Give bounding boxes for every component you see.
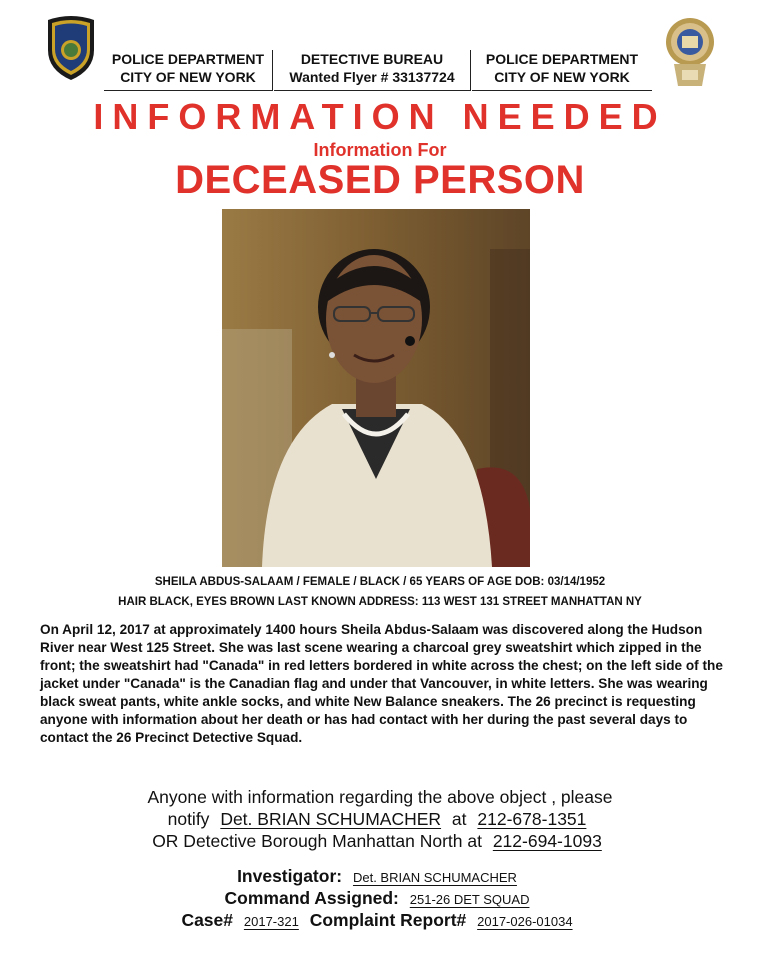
command-row [0, 888, 760, 909]
header-center-line1: DETECTIVE BUREAU [300, 51, 444, 67]
case-value: 2017-321 [243, 914, 299, 929]
case-row [0, 910, 760, 931]
case-label: Case# [181, 910, 234, 930]
subject-identity-line: SHEILA ABDUS-SALAAM / FEMALE / BLACK / 65 YEARS OF AGE DOB: 03/14/1952 [154, 576, 606, 588]
header-center [274, 50, 471, 91]
detective-name: Det. BRIAN SCHUMACHER [220, 809, 442, 829]
information-for-subheading: Information For [313, 140, 447, 160]
borough-label: OR Detective Borough Manhattan North at [152, 831, 482, 851]
contact-line-3 [0, 830, 760, 852]
nypd-badge-icon [44, 14, 98, 82]
notify-label: notify [167, 809, 210, 829]
header-left-line2: CITY OF NEW YORK [120, 69, 256, 85]
header-right [472, 50, 652, 91]
borough-phone: 212-694-1093 [492, 831, 602, 851]
wanted-flyer-number: Wanted Flyer # 33137724 [289, 69, 455, 85]
detective-phone: 212-678-1351 [477, 809, 587, 829]
command-label: Command Assigned: [224, 888, 399, 908]
deceased-person-headline: DECEASED PERSON [175, 158, 585, 202]
at-label: at [451, 809, 467, 829]
header-left [104, 50, 273, 91]
subject-photo [222, 209, 530, 567]
subject-description-line: HAIR BLACK, EYES BROWN LAST KNOWN ADDRESS: 113 WEST 131 STREET MANHATTAN NY [118, 596, 642, 608]
command-value: 251-26 DET SQUAD [409, 892, 530, 907]
investigator-label: Investigator: [237, 866, 343, 886]
contact-section [0, 786, 760, 852]
contact-line-1: Anyone with information regarding the above object , please [147, 787, 613, 807]
investigator-row [0, 866, 760, 887]
information-needed-headline: INFORMATION NEEDED [93, 96, 667, 137]
header-right-line2: CITY OF NEW YORK [494, 69, 630, 85]
incident-narrative: On April 12, 2017 at approximately 1400 hours Sheila Abdus-Salaam was discovered along the Hudson River near West 125 Street. She was last scene wearing a charcoal grey sweatshirt which zipped in the front; the sweatshirt had "Canada" in red letters bordered in white across the chest; on the left side of the jacket under "Canada" is the Canadian flag and under that Vancouver, in white letters. She was wearing black sweat pants, white ankle socks, and white New Balance sneakers. The 26 precinct is requesting anyone with information about her death or has had contact with her during the past several days to contact the 26 Precinct Detective Squad. [40, 622, 723, 745]
contact-line-2 [0, 808, 760, 830]
investigator-value: Det. BRIAN SCHUMACHER [352, 870, 517, 885]
header-left-line1: POLICE DEPARTMENT [111, 51, 265, 67]
nypd-seal-icon [662, 16, 718, 88]
complaint-label: Complaint Report# [309, 910, 467, 930]
flyer-header [40, 14, 720, 94]
complaint-value: 2017-026-01034 [477, 914, 573, 929]
header-right-line1: POLICE DEPARTMENT [485, 51, 639, 67]
